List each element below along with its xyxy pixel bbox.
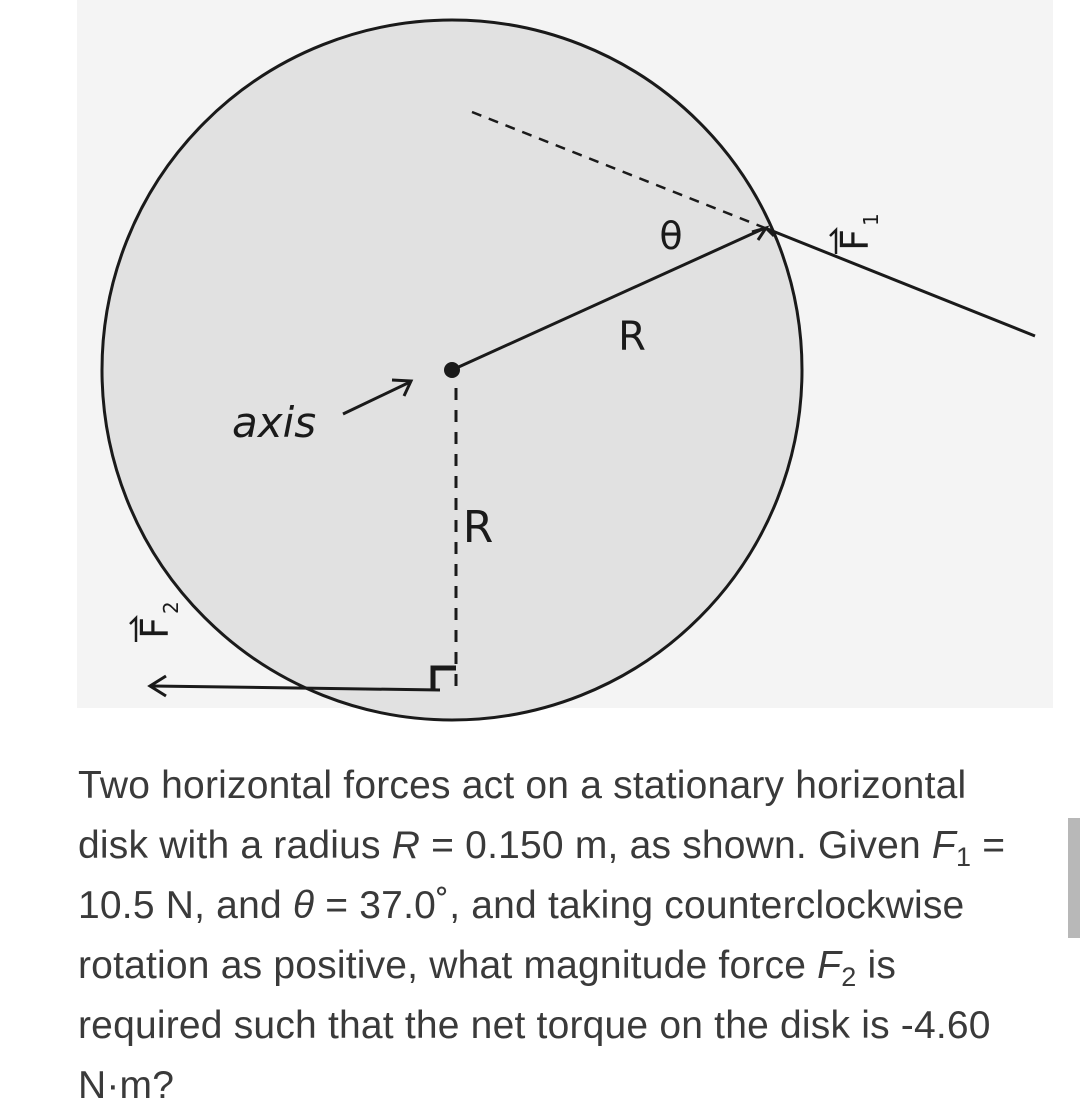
f2-label <box>130 601 183 642</box>
svg-text:2: 2 <box>159 601 183 614</box>
vertical-radius-label: R <box>462 502 494 553</box>
f1-force-line <box>765 228 1035 336</box>
svg-text:1: 1 <box>859 213 883 226</box>
axis-point <box>444 362 460 378</box>
svg-text:F: F <box>133 617 177 639</box>
axis-label: axis <box>232 398 317 447</box>
svg-text:F: F <box>833 229 877 251</box>
theta-label: θ <box>659 214 683 258</box>
question-text: Two horizontal forces act on a stationary horizontal disk with a radius R = 0.150 m, as shown. Given $F_1 = 10.5$ N, and θ = 37.0˚, and taking counterclockwise rotation as positive, what magnitude force $F_2$ is required such that the net torque on the disk is -4.60 N·m? <box>78 764 1006 1107</box>
radius-label: R <box>618 314 646 360</box>
f1-label <box>830 213 883 254</box>
scrollbar-thumb[interactable] <box>1068 818 1080 938</box>
